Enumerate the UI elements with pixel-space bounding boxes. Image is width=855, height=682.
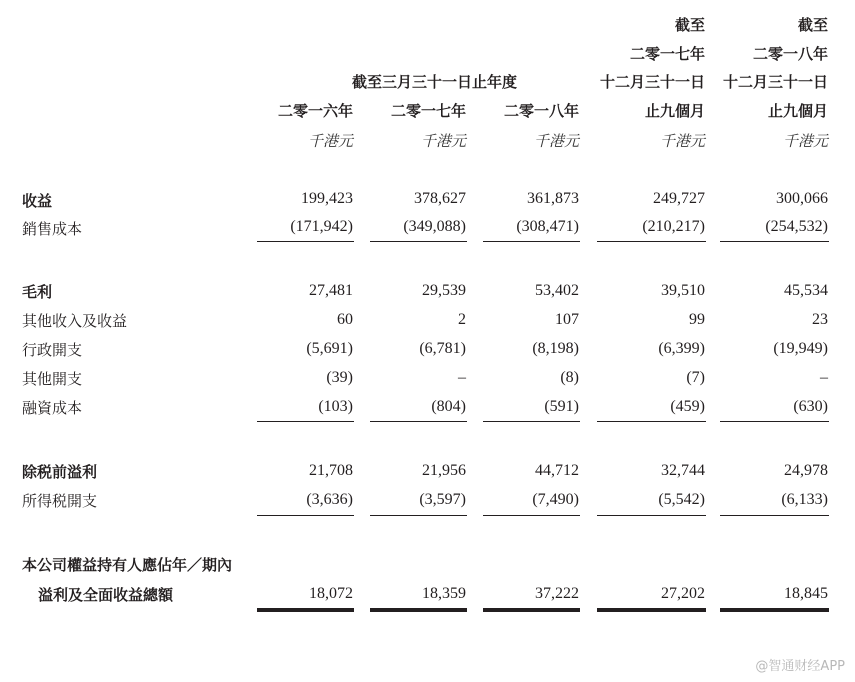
- subtotal-rule: [720, 241, 829, 242]
- cell-revenue-2017: 378,627: [414, 190, 466, 207]
- header-nm2018-line1: 截至: [797, 16, 828, 34]
- subtotal-rule: [370, 241, 467, 242]
- cell-finance-costs-2018: (591): [544, 398, 579, 415]
- cell-total-profit-2017: 18,359: [422, 585, 466, 602]
- cell-cost-of-sales-2016: (171,942): [290, 218, 353, 235]
- subtotal-rule: [370, 421, 467, 422]
- cell-other-income-nm2017: 99: [689, 311, 705, 328]
- unit-label-nm2017: 千港元: [659, 132, 705, 150]
- unit-label-2016: 千港元: [307, 132, 353, 150]
- cell-cost-of-sales-2017: (349,088): [403, 218, 466, 235]
- row-label-total-profit-line2: 溢利及全面收益總額: [38, 586, 174, 604]
- header-nm2017-line4: 止九個月: [644, 102, 705, 120]
- row-label-profit-before-tax: 除税前溢利: [22, 463, 98, 481]
- row-label-income-tax: 所得税開支: [22, 492, 98, 510]
- row-label-other-income: 其他收入及收益: [22, 312, 128, 330]
- cell-other-expenses-2018: (8): [560, 369, 579, 386]
- cell-income-tax-2017: (3,597): [419, 491, 466, 508]
- cell-income-tax-2018: (7,490): [532, 491, 579, 508]
- cell-profit-before-tax-2016: 21,708: [309, 462, 353, 479]
- cell-profit-before-tax-2018: 44,712: [535, 462, 579, 479]
- row-label-gross-profit: 毛利: [22, 283, 53, 301]
- cell-finance-costs-nm2017: (459): [670, 398, 705, 415]
- header-col-2016: 二零一六年: [277, 102, 353, 120]
- subtotal-rule: [597, 421, 706, 422]
- cell-other-expenses-nm2017: (7): [686, 369, 705, 386]
- cell-admin-expenses-nm2017: (6,399): [658, 340, 705, 357]
- header-nm2017-line2: 二零一七年: [629, 45, 705, 63]
- cell-admin-expenses-2017: (6,781): [419, 340, 466, 357]
- cell-other-expenses-2016: (39): [326, 369, 353, 386]
- cell-gross-profit-2018: 53,402: [535, 282, 579, 299]
- cell-total-profit-2016: 18,072: [309, 585, 353, 602]
- cell-admin-expenses-2016: (5,691): [306, 340, 353, 357]
- cell-gross-profit-2016: 27,481: [309, 282, 353, 299]
- cell-cost-of-sales-nm2017: (210,217): [642, 218, 705, 235]
- header-nm2018-line2: 二零一八年: [752, 45, 828, 63]
- header-nm2018-line4: 止九個月: [767, 102, 828, 120]
- header-col-2017: 二零一七年: [390, 102, 466, 120]
- unit-label-2018: 千港元: [533, 132, 579, 150]
- row-label-revenue: 收益: [22, 192, 53, 210]
- cell-income-tax-nm2018: (6,133): [781, 491, 828, 508]
- header-fiscal-year-period: 截至三月三十一日止年度: [351, 73, 517, 91]
- cell-admin-expenses-2018: (8,198): [532, 340, 579, 357]
- subtotal-rule: [257, 241, 354, 242]
- subtotal-rule: [483, 515, 580, 516]
- subtotal-rule: [370, 515, 467, 516]
- cell-finance-costs-2016: (103): [318, 398, 353, 415]
- watermark-text: @智通财经APP: [755, 659, 845, 674]
- cell-profit-before-tax-2017: 21,956: [422, 462, 466, 479]
- cell-gross-profit-nm2018: 45,534: [784, 282, 828, 299]
- cell-profit-before-tax-nm2018: 24,978: [784, 462, 828, 479]
- header-nm2017-line1: 截至: [674, 16, 705, 34]
- header-col-2018: 二零一八年: [503, 102, 579, 120]
- cell-profit-before-tax-nm2017: 32,744: [661, 462, 705, 479]
- cell-income-tax-nm2017: (5,542): [658, 491, 705, 508]
- total-double-rule: [370, 608, 467, 612]
- subtotal-rule: [257, 515, 354, 516]
- cell-other-expenses-nm2018: –: [820, 369, 828, 386]
- unit-label-nm2018: 千港元: [782, 132, 828, 150]
- subtotal-rule: [597, 515, 706, 516]
- cell-revenue-nm2018: 300,066: [776, 190, 828, 207]
- row-label-finance-costs: 融資成本: [22, 399, 83, 417]
- cell-finance-costs-2017: (804): [431, 398, 466, 415]
- cell-revenue-nm2017: 249,727: [653, 190, 705, 207]
- total-double-rule: [483, 608, 580, 612]
- subtotal-rule: [257, 421, 354, 422]
- total-double-rule: [720, 608, 829, 612]
- subtotal-rule: [483, 421, 580, 422]
- cell-revenue-2016: 199,423: [301, 190, 353, 207]
- total-double-rule: [597, 608, 706, 612]
- unit-label-2017: 千港元: [420, 132, 466, 150]
- header-nm2017-line3: 十二月三十一日: [599, 73, 705, 91]
- subtotal-rule: [597, 241, 706, 242]
- cell-revenue-2018: 361,873: [527, 190, 579, 207]
- cell-total-profit-2018: 37,222: [535, 585, 579, 602]
- cell-admin-expenses-nm2018: (19,949): [773, 340, 828, 357]
- cell-gross-profit-nm2017: 39,510: [661, 282, 705, 299]
- row-label-total-profit-line1: 本公司權益持有人應佔年／期內: [22, 556, 233, 574]
- cell-other-income-2018: 107: [555, 311, 579, 328]
- cell-cost-of-sales-nm2018: (254,532): [765, 218, 828, 235]
- cell-total-profit-nm2018: 18,845: [784, 585, 828, 602]
- subtotal-rule: [720, 421, 829, 422]
- cell-other-income-nm2018: 23: [812, 311, 828, 328]
- cell-cost-of-sales-2018: (308,471): [516, 218, 579, 235]
- header-nm2018-line3: 十二月三十一日: [722, 73, 828, 91]
- subtotal-rule: [720, 515, 829, 516]
- cell-other-income-2017: 2: [458, 311, 466, 328]
- cell-other-income-2016: 60: [337, 311, 353, 328]
- cell-other-expenses-2017: –: [458, 369, 466, 386]
- cell-income-tax-2016: (3,636): [306, 491, 353, 508]
- cell-total-profit-nm2017: 27,202: [661, 585, 705, 602]
- row-label-cost-of-sales: 銷售成本: [22, 220, 83, 238]
- cell-finance-costs-nm2018: (630): [793, 398, 828, 415]
- cell-gross-profit-2017: 29,539: [422, 282, 466, 299]
- subtotal-rule: [483, 241, 580, 242]
- row-label-admin-expenses: 行政開支: [22, 341, 83, 359]
- row-label-other-expenses: 其他開支: [22, 370, 83, 388]
- total-double-rule: [257, 608, 354, 612]
